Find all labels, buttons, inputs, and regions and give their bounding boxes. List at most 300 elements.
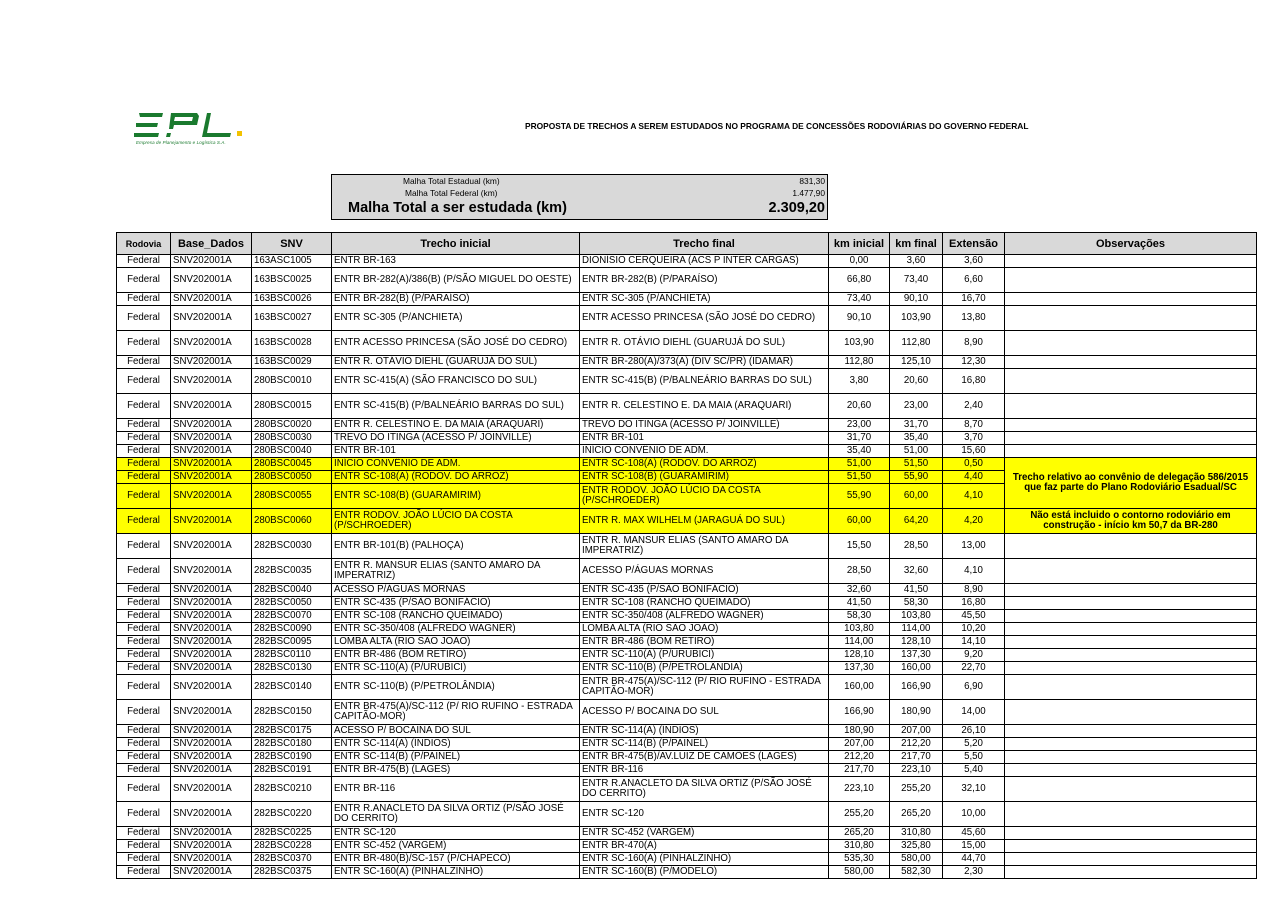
cell-km-final: 41,50 xyxy=(890,584,943,597)
federal-label: Malha Total Federal (km) xyxy=(405,188,498,198)
table-row xyxy=(117,268,1257,293)
cell-km-inicial: 15,50 xyxy=(829,534,890,559)
cell-base-dados: SNV202001A xyxy=(171,853,252,866)
cell-km-final: 580,00 xyxy=(890,853,943,866)
cell-trecho-final: ENTR SC-108(B) (GUARAMIRIM) xyxy=(580,471,829,484)
table-row xyxy=(117,764,1257,777)
cell-extensao: 14,00 xyxy=(943,700,1005,725)
cell-rodovia: Federal xyxy=(117,534,171,559)
cell-observacoes xyxy=(1005,866,1257,879)
cell-rodovia: Federal xyxy=(117,306,171,331)
table-row xyxy=(117,623,1257,636)
cell-observacoes xyxy=(1005,331,1257,356)
cell-km-inicial: 112,80 xyxy=(829,356,890,369)
cell-snv: 282BSC0210 xyxy=(252,777,332,802)
cell-snv: 282BSC0030 xyxy=(252,534,332,559)
cell-extensao: 6,90 xyxy=(943,675,1005,700)
table-row xyxy=(117,331,1257,356)
cell-observacoes xyxy=(1005,356,1257,369)
cell-extensao: 15,60 xyxy=(943,445,1005,458)
cell-extensao: 6,60 xyxy=(943,268,1005,293)
cell-base-dados: SNV202001A xyxy=(171,306,252,331)
table-row xyxy=(117,293,1257,306)
cell-rodovia: Federal xyxy=(117,840,171,853)
cell-trecho-final: ENTR R. CELESTINO E. DA MAIA (ARAQUARI) xyxy=(580,394,829,419)
cell-rodovia: Federal xyxy=(117,356,171,369)
header-rodovia: Rodovia xyxy=(117,233,171,255)
cell-km-inicial: 66,80 xyxy=(829,268,890,293)
cell-snv: 163BSC0029 xyxy=(252,356,332,369)
cell-observacoes xyxy=(1005,623,1257,636)
cell-snv: 280BSC0050 xyxy=(252,471,332,484)
cell-km-final: 114,00 xyxy=(890,623,943,636)
cell-km-final: 310,80 xyxy=(890,827,943,840)
cell-km-inicial: 35,40 xyxy=(829,445,890,458)
cell-trecho-inicial: ENTR SC-108(B) (GUARAMIRIM) xyxy=(332,484,580,509)
cell-extensao: 4,40 xyxy=(943,471,1005,484)
cell-km-inicial: 310,80 xyxy=(829,840,890,853)
cell-observacoes xyxy=(1005,559,1257,584)
header-base-dados: Base_Dados xyxy=(171,233,252,255)
cell-extensao: 13,80 xyxy=(943,306,1005,331)
cell-observacoes xyxy=(1005,827,1257,840)
cell-base-dados: SNV202001A xyxy=(171,471,252,484)
total-value: 2.309,20 xyxy=(768,200,825,216)
cell-km-final: 103,90 xyxy=(890,306,943,331)
cell-snv: 280BSC0045 xyxy=(252,458,332,471)
cell-base-dados: SNV202001A xyxy=(171,725,252,738)
cell-extensao: 4,10 xyxy=(943,559,1005,584)
cell-km-inicial: 28,50 xyxy=(829,559,890,584)
cell-extensao: 8,70 xyxy=(943,419,1005,432)
cell-trecho-inicial: ENTR R.ANACLETO DA SILVA ORTIZ (P/SÃO JOSÉ DO CERRITO) xyxy=(332,802,580,827)
cell-trecho-inicial: ENTR SC-108 (RANCHO QUEIMADO) xyxy=(332,610,580,623)
table-row xyxy=(117,777,1257,802)
cell-km-final: 31,70 xyxy=(890,419,943,432)
cell-extensao: 8,90 xyxy=(943,584,1005,597)
cell-trecho-inicial: ENTR BR-101(B) (PALHOÇA) xyxy=(332,534,580,559)
cell-trecho-inicial: ENTR ACESSO PRINCESA (SÃO JOSÉ DO CEDRO) xyxy=(332,331,580,356)
cell-km-inicial: 23,00 xyxy=(829,419,890,432)
cell-extensao: 8,90 xyxy=(943,331,1005,356)
cell-extensao: 4,10 xyxy=(943,484,1005,509)
cell-trecho-final: ENTR BR-101 xyxy=(580,432,829,445)
cell-snv: 282BSC0228 xyxy=(252,840,332,853)
cell-base-dados: SNV202001A xyxy=(171,419,252,432)
cell-km-inicial: 73,40 xyxy=(829,293,890,306)
cell-km-inicial: 137,30 xyxy=(829,662,890,675)
cell-km-final: 51,00 xyxy=(890,445,943,458)
cell-base-dados: SNV202001A xyxy=(171,662,252,675)
cell-rodovia: Federal xyxy=(117,458,171,471)
cell-km-inicial: 255,20 xyxy=(829,802,890,827)
cell-trecho-final: ENTR SC-108(A) (RODOV. DO ARROZ) xyxy=(580,458,829,471)
table-row xyxy=(117,725,1257,738)
cell-base-dados: SNV202001A xyxy=(171,866,252,879)
cell-snv: 282BSC0130 xyxy=(252,662,332,675)
cell-trecho-inicial: ENTR SC-415(A) (SÃO FRANCISCO DO SUL) xyxy=(332,369,580,394)
cell-trecho-final: ENTR BR-475(A)/SC-112 (P/ RIO RUFINO - ESTRADA CAPITÃO-MOR) xyxy=(580,675,829,700)
cell-observacoes xyxy=(1005,802,1257,827)
cell-km-inicial: 60,00 xyxy=(829,509,890,534)
cell-trecho-inicial: ENTR BR-486 (BOM RETIRO) xyxy=(332,649,580,662)
cell-trecho-final: TREVO DO ITINGA (ACESSO P/ JOINVILLE) xyxy=(580,419,829,432)
table-row xyxy=(117,866,1257,879)
cell-trecho-inicial: INÍCIO CONVÊNIO DE ADM. xyxy=(332,458,580,471)
cell-trecho-final: ENTR R. OTÁVIO DIEHL (GUARUJÁ DO SUL) xyxy=(580,331,829,356)
cell-rodovia: Federal xyxy=(117,853,171,866)
cell-trecho-inicial: ENTR SC-415(B) (P/BALNEÁRIO BARRAS DO SUL) xyxy=(332,394,580,419)
cell-km-final: 582,30 xyxy=(890,866,943,879)
cell-trecho-final: ENTR BR-282(B) (P/PARAÍSO) xyxy=(580,268,829,293)
cell-snv: 282BSC0180 xyxy=(252,738,332,751)
cell-trecho-final: ENTR R.ANACLETO DA SILVA ORTIZ (P/SÃO JOSÉ DO CERRITO) xyxy=(580,777,829,802)
cell-snv: 282BSC0370 xyxy=(252,853,332,866)
cell-extensao: 5,50 xyxy=(943,751,1005,764)
cell-rodovia: Federal xyxy=(117,777,171,802)
cell-snv: 282BSC0375 xyxy=(252,866,332,879)
cell-snv: 282BSC0095 xyxy=(252,636,332,649)
cell-base-dados: SNV202001A xyxy=(171,445,252,458)
cell-trecho-inicial: TREVO DO ITINGA (ACESSO P/ JOINVILLE) xyxy=(332,432,580,445)
cell-km-inicial: 3,80 xyxy=(829,369,890,394)
cell-trecho-inicial: ENTR BR-282(A)/386(B) (P/SÃO MIGUEL DO OESTE) xyxy=(332,268,580,293)
cell-base-dados: SNV202001A xyxy=(171,509,252,534)
cell-snv: 280BSC0060 xyxy=(252,509,332,534)
total-label: Malha Total a ser estudada (km) xyxy=(348,200,567,216)
cell-trecho-inicial: ENTR SC-350/408 (ALFREDO WAGNER) xyxy=(332,623,580,636)
cell-rodovia: Federal xyxy=(117,725,171,738)
cell-km-final: 51,50 xyxy=(890,458,943,471)
federal-value: 1.477,90 xyxy=(792,188,825,198)
cell-observacoes xyxy=(1005,419,1257,432)
cell-extensao: 45,60 xyxy=(943,827,1005,840)
table-row xyxy=(117,458,1257,471)
cell-rodovia: Federal xyxy=(117,268,171,293)
cell-km-inicial: 51,00 xyxy=(829,458,890,471)
cell-trecho-inicial: ENTR BR-163 xyxy=(332,255,580,268)
cell-rodovia: Federal xyxy=(117,802,171,827)
cell-base-dados: SNV202001A xyxy=(171,356,252,369)
cell-km-inicial: 166,90 xyxy=(829,700,890,725)
cell-snv: 282BSC0090 xyxy=(252,623,332,636)
cell-extensao: 9,20 xyxy=(943,649,1005,662)
cell-base-dados: SNV202001A xyxy=(171,331,252,356)
cell-extensao: 3,60 xyxy=(943,255,1005,268)
cell-km-inicial: 223,10 xyxy=(829,777,890,802)
cell-trecho-final: ENTR BR-280(A)/373(A) (DIV SC/PR) (IDAMAR) xyxy=(580,356,829,369)
cell-km-final: 112,80 xyxy=(890,331,943,356)
cell-rodovia: Federal xyxy=(117,764,171,777)
cell-observacoes xyxy=(1005,597,1257,610)
cell-trecho-inicial: ENTR SC-114(A) (ÍNDIOS) xyxy=(332,738,580,751)
cell-base-dados: SNV202001A xyxy=(171,432,252,445)
cell-km-inicial: 207,00 xyxy=(829,738,890,751)
cell-km-final: 160,00 xyxy=(890,662,943,675)
cell-extensao: 3,70 xyxy=(943,432,1005,445)
cell-observacoes xyxy=(1005,255,1257,268)
cell-trecho-final: ENTR BR-486 (BOM RETIRO) xyxy=(580,636,829,649)
cell-rodovia: Federal xyxy=(117,255,171,268)
cell-km-final: 23,00 xyxy=(890,394,943,419)
cell-km-final: 125,10 xyxy=(890,356,943,369)
table-row xyxy=(117,827,1257,840)
cell-observacoes xyxy=(1005,649,1257,662)
cell-trecho-inicial: ENTR SC-114(B) (P/PAINEL) xyxy=(332,751,580,764)
cell-base-dados: SNV202001A xyxy=(171,484,252,509)
cell-rodovia: Federal xyxy=(117,675,171,700)
cell-snv: 280BSC0055 xyxy=(252,484,332,509)
cell-km-final: 35,40 xyxy=(890,432,943,445)
cell-trecho-final: INÍCIO CONVÊNIO DE ADM. xyxy=(580,445,829,458)
observation-note: Trecho relativo ao convênio de delegação 586/2015 que faz parte do Plano Rodoviário Esadual/SC xyxy=(1005,458,1257,509)
cell-trecho-inicial: ACESSO P/ÁGUAS MORNAS xyxy=(332,584,580,597)
cell-km-inicial: 580,00 xyxy=(829,866,890,879)
cell-trecho-final: ENTR SC-305 (P/ANCHIETA) xyxy=(580,293,829,306)
cell-rodovia: Federal xyxy=(117,738,171,751)
cell-rodovia: Federal xyxy=(117,751,171,764)
cell-km-final: 265,20 xyxy=(890,802,943,827)
cell-observacoes xyxy=(1005,394,1257,419)
cell-trecho-inicial: ENTR SC-452 (VARGEM) xyxy=(332,840,580,853)
cell-observacoes xyxy=(1005,700,1257,725)
table-row xyxy=(117,255,1257,268)
table-row xyxy=(117,675,1257,700)
cell-rodovia: Federal xyxy=(117,700,171,725)
cell-observacoes xyxy=(1005,675,1257,700)
table-row xyxy=(117,369,1257,394)
page-title: PROPOSTA DE TRECHOS A SEREM ESTUDADOS NO PROGRAMA DE CONCESSÕES RODOVIÁRIAS DO GOVERNO FEDERAL xyxy=(525,121,1029,131)
table-row xyxy=(117,306,1257,331)
cell-trecho-final: ENTR BR-470(A) xyxy=(580,840,829,853)
cell-km-inicial: 41,50 xyxy=(829,597,890,610)
summary-box xyxy=(331,174,828,220)
cell-rodovia: Federal xyxy=(117,432,171,445)
cell-observacoes xyxy=(1005,369,1257,394)
table-row xyxy=(117,610,1257,623)
cell-base-dados: SNV202001A xyxy=(171,738,252,751)
cell-trecho-final: ENTR R. MANSUR ELIAS (SANTO AMARO DA IMPERATRIZ) xyxy=(580,534,829,559)
cell-trecho-final: ENTR SC-110(B) (P/PETROLÂNDIA) xyxy=(580,662,829,675)
cell-observacoes xyxy=(1005,636,1257,649)
cell-trecho-final: DIONÍSIO CERQUEIRA (ACS P INTER CARGAS) xyxy=(580,255,829,268)
table-body xyxy=(117,255,1257,879)
cell-trecho-inicial: ENTR SC-110(A) (P/URUBICI) xyxy=(332,662,580,675)
cell-base-dados: SNV202001A xyxy=(171,802,252,827)
cell-trecho-final: ENTR RODOV. JOÃO LÚCIO DA COSTA (P/SCHROEDER) xyxy=(580,484,829,509)
cell-km-inicial: 128,10 xyxy=(829,649,890,662)
cell-extensao: 2,40 xyxy=(943,394,1005,419)
cell-trecho-inicial: ENTR R. MANSUR ELIAS (SANTO AMARO DA IMPERATRIZ) xyxy=(332,559,580,584)
cell-km-inicial: 180,90 xyxy=(829,725,890,738)
cell-snv: 282BSC0150 xyxy=(252,700,332,725)
cell-trecho-inicial: ENTR BR-475(A)/SC-112 (P/ RIO RUFINO - ESTRADA CAPITÃO-MOR) xyxy=(332,700,580,725)
cell-rodovia: Federal xyxy=(117,293,171,306)
cell-rodovia: Federal xyxy=(117,827,171,840)
cell-rodovia: Federal xyxy=(117,331,171,356)
table-row xyxy=(117,559,1257,584)
cell-trecho-inicial: ENTR SC-160(A) (PINHALZINHO) xyxy=(332,866,580,879)
cell-base-dados: SNV202001A xyxy=(171,623,252,636)
cell-snv: 282BSC0225 xyxy=(252,827,332,840)
cell-rodovia: Federal xyxy=(117,662,171,675)
cell-rodovia: Federal xyxy=(117,559,171,584)
cell-observacoes xyxy=(1005,445,1257,458)
cell-trecho-final: LOMBA ALTA (RIO SÃO JOÃO) xyxy=(580,623,829,636)
cell-observacoes xyxy=(1005,534,1257,559)
cell-snv: 282BSC0220 xyxy=(252,802,332,827)
cell-snv: 163ASC1005 xyxy=(252,255,332,268)
cell-snv: 282BSC0175 xyxy=(252,725,332,738)
cell-extensao: 45,50 xyxy=(943,610,1005,623)
cell-snv: 282BSC0050 xyxy=(252,597,332,610)
cell-base-dados: SNV202001A xyxy=(171,369,252,394)
cell-trecho-inicial: ENTR SC-120 xyxy=(332,827,580,840)
cell-base-dados: SNV202001A xyxy=(171,751,252,764)
estadual-value: 831,30 xyxy=(799,176,825,186)
cell-km-inicial: 103,90 xyxy=(829,331,890,356)
cell-rodovia: Federal xyxy=(117,610,171,623)
table-row xyxy=(117,738,1257,751)
estadual-label: Malha Total Estadual (km) xyxy=(403,176,500,186)
cell-trecho-inicial: ENTR SC-435 (P/SÃO BONIFÁCIO) xyxy=(332,597,580,610)
cell-km-inicial: 535,30 xyxy=(829,853,890,866)
cell-trecho-final: ENTR SC-114(B) (P/PAINEL) xyxy=(580,738,829,751)
cell-km-inicial: 31,70 xyxy=(829,432,890,445)
cell-observacoes xyxy=(1005,725,1257,738)
cell-snv: 163BSC0028 xyxy=(252,331,332,356)
cell-rodovia: Federal xyxy=(117,866,171,879)
cell-observacoes xyxy=(1005,306,1257,331)
cell-km-inicial: 58,30 xyxy=(829,610,890,623)
cell-rodovia: Federal xyxy=(117,623,171,636)
cell-base-dados: SNV202001A xyxy=(171,597,252,610)
table-row xyxy=(117,534,1257,559)
cell-extensao: 12,30 xyxy=(943,356,1005,369)
cell-km-final: 28,50 xyxy=(890,534,943,559)
cell-rodovia: Federal xyxy=(117,484,171,509)
cell-trecho-final: ENTR SC-108 (RANCHO QUEIMADO) xyxy=(580,597,829,610)
cell-extensao: 10,00 xyxy=(943,802,1005,827)
cell-extensao: 16,70 xyxy=(943,293,1005,306)
cell-km-final: 180,90 xyxy=(890,700,943,725)
cell-snv: 280BSC0020 xyxy=(252,419,332,432)
cell-rodovia: Federal xyxy=(117,636,171,649)
table-row xyxy=(117,853,1257,866)
table-header-row xyxy=(117,233,1257,255)
table-row xyxy=(117,419,1257,432)
table-row xyxy=(117,597,1257,610)
cell-base-dados: SNV202001A xyxy=(171,827,252,840)
cell-extensao: 32,10 xyxy=(943,777,1005,802)
cell-trecho-final: ACESSO P/ BOCAINA DO SUL xyxy=(580,700,829,725)
cell-km-inicial: 32,60 xyxy=(829,584,890,597)
cell-snv: 282BSC0110 xyxy=(252,649,332,662)
header-km-final: km final xyxy=(890,233,943,255)
table-row xyxy=(117,432,1257,445)
cell-trecho-final: ENTR SC-160(A) (PINHALZINHO) xyxy=(580,853,829,866)
cell-km-final: 60,00 xyxy=(890,484,943,509)
cell-trecho-final: ENTR SC-160(B) (P/MODELO) xyxy=(580,866,829,879)
header-trecho-inicial: Trecho inicial xyxy=(332,233,580,255)
cell-base-dados: SNV202001A xyxy=(171,534,252,559)
cell-snv: 282BSC0190 xyxy=(252,751,332,764)
cell-base-dados: SNV202001A xyxy=(171,293,252,306)
cell-km-final: 255,20 xyxy=(890,777,943,802)
header-snv: SNV xyxy=(252,233,332,255)
table-row xyxy=(117,445,1257,458)
cell-trecho-inicial: ENTR R. OTÁVIO DIEHL (GUARUJÁ DO SUL) xyxy=(332,356,580,369)
cell-trecho-final: ENTR SC-350/408 (ALFREDO WAGNER) xyxy=(580,610,829,623)
cell-extensao: 16,80 xyxy=(943,369,1005,394)
cell-km-final: 64,20 xyxy=(890,509,943,534)
cell-rodovia: Federal xyxy=(117,509,171,534)
cell-observacoes xyxy=(1005,268,1257,293)
cell-base-dados: SNV202001A xyxy=(171,840,252,853)
table-row xyxy=(117,636,1257,649)
cell-trecho-final: ENTR SC-120 xyxy=(580,802,829,827)
cell-snv: 282BSC0035 xyxy=(252,559,332,584)
cell-km-inicial: 160,00 xyxy=(829,675,890,700)
cell-trecho-inicial: ENTR SC-108(A) (RODOV. DO ARROZ) xyxy=(332,471,580,484)
cell-snv: 280BSC0015 xyxy=(252,394,332,419)
cell-base-dados: SNV202001A xyxy=(171,636,252,649)
cell-trecho-final: ENTR SC-415(B) (P/BALNEÁRIO BARRAS DO SUL) xyxy=(580,369,829,394)
cell-km-inicial: 0,00 xyxy=(829,255,890,268)
cell-base-dados: SNV202001A xyxy=(171,584,252,597)
cell-observacoes xyxy=(1005,584,1257,597)
cell-trecho-final: ENTR SC-114(A) (ÍNDIOS) xyxy=(580,725,829,738)
cell-km-inicial: 55,90 xyxy=(829,484,890,509)
table-row xyxy=(117,649,1257,662)
cell-km-inicial: 212,20 xyxy=(829,751,890,764)
cell-base-dados: SNV202001A xyxy=(171,255,252,268)
cell-km-final: 32,60 xyxy=(890,559,943,584)
observation-note: Não está incluido o contorno rodoviário em construção - início km 50,7 da BR-280 xyxy=(1005,509,1257,534)
cell-extensao: 15,00 xyxy=(943,840,1005,853)
table-row xyxy=(117,802,1257,827)
cell-km-final: 20,60 xyxy=(890,369,943,394)
table-row xyxy=(117,751,1257,764)
cell-km-final: 325,80 xyxy=(890,840,943,853)
cell-rodovia: Federal xyxy=(117,584,171,597)
cell-extensao: 4,20 xyxy=(943,509,1005,534)
table-row xyxy=(117,509,1257,534)
cell-trecho-final: ENTR R. MAX WILHELM (JARAGUÁ DO SUL) xyxy=(580,509,829,534)
cell-km-final: 223,10 xyxy=(890,764,943,777)
cell-trecho-inicial: ENTR BR-282(B) (P/PARAÍSO) xyxy=(332,293,580,306)
cell-snv: 282BSC0040 xyxy=(252,584,332,597)
cell-snv: 280BSC0010 xyxy=(252,369,332,394)
cell-trecho-final: ENTR BR-116 xyxy=(580,764,829,777)
cell-extensao: 16,80 xyxy=(943,597,1005,610)
cell-km-final: 128,10 xyxy=(890,636,943,649)
cell-extensao: 44,70 xyxy=(943,853,1005,866)
cell-extensao: 13,00 xyxy=(943,534,1005,559)
table-row xyxy=(117,700,1257,725)
cell-km-final: 103,80 xyxy=(890,610,943,623)
cell-base-dados: SNV202001A xyxy=(171,458,252,471)
cell-extensao: 0,50 xyxy=(943,458,1005,471)
cell-snv: 163BSC0027 xyxy=(252,306,332,331)
cell-base-dados: SNV202001A xyxy=(171,268,252,293)
cell-km-final: 90,10 xyxy=(890,293,943,306)
cell-trecho-inicial: LOMBA ALTA (RIO SÃO JOÃO) xyxy=(332,636,580,649)
cell-km-final: 137,30 xyxy=(890,649,943,662)
cell-trecho-inicial: ENTR BR-475(B) (LAGES) xyxy=(332,764,580,777)
cell-rodovia: Federal xyxy=(117,394,171,419)
cell-observacoes xyxy=(1005,293,1257,306)
